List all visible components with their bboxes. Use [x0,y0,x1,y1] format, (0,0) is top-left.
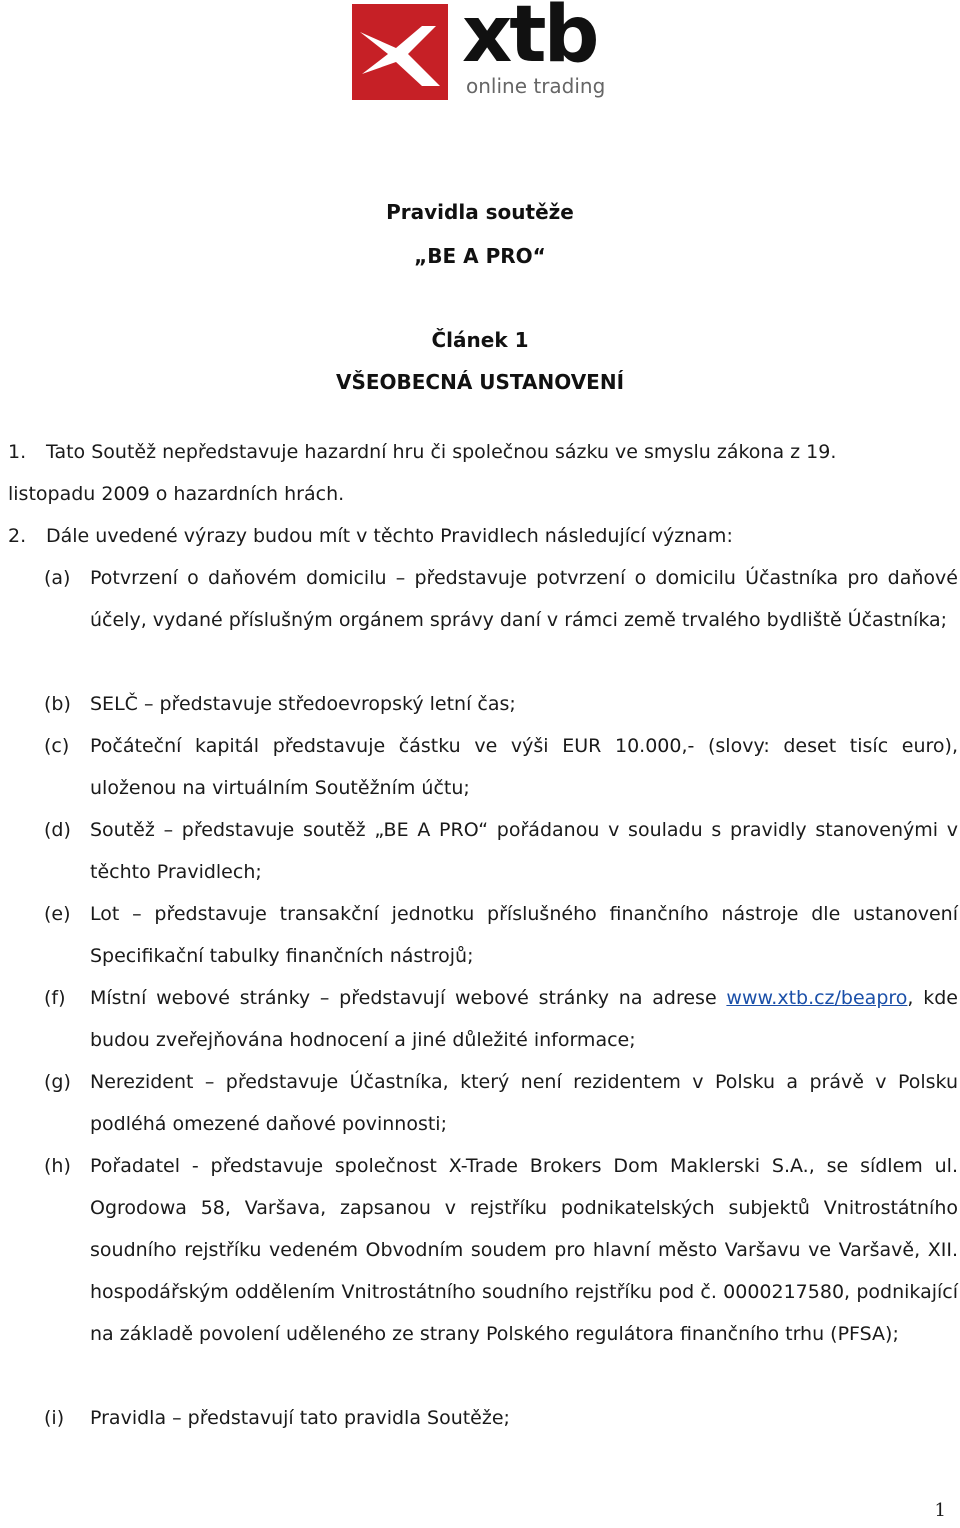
definition-label: (f) [44,987,66,1009]
document-title: Pravidla soutěže [386,200,574,224]
logo-tagline: online trading [466,74,606,98]
definition-d [44,809,958,893]
document-subtitle: „BE A PRO“ [414,244,546,268]
definition-b [44,683,958,725]
paragraph-text: Dále uvedené výrazy budou mít v těchto Pravidlech následující význam: [46,525,733,547]
article-title: VŠEOBECNÁ USTANOVENÍ [335,370,625,394]
definition-text: Lot – představuje transakční jednotku příslušného finančního nástroje dle ustanovení Specifikační tabulky finančních nástrojů; [90,903,958,967]
xtb-logo [352,0,612,100]
definition-g [44,1061,958,1145]
page-number: 1 [934,1500,946,1521]
xtb-x-mark-icon [352,4,448,100]
definition-text: Počáteční kapitál představuje částku ve výši EUR 10.000,- (slovy: deset tisíc euro), uloženou na virtuálním Soutěžním účtu; [90,735,958,799]
paragraph-1 [8,431,958,515]
paragraph-number: 1. [8,441,27,463]
logo-wordmark: xtb [462,0,597,80]
definition-label: (c) [44,735,70,757]
definition-c [44,725,958,809]
article-heading: Článek 1 [431,328,529,352]
beapro-link[interactable]: www.xtb.cz/beapro [726,987,908,1009]
definition-text: SELČ – představuje středoevropský letní čas; [90,693,516,715]
definition-text [90,977,958,1061]
definition-text-before: Místní webové stránky – představují webové stránky na adrese [90,987,727,1009]
definition-label: (h) [44,1155,71,1177]
paragraph-text: Tato Soutěž nepředstavuje hazardní hru či společnou sázku ve smyslu zákona z 19. [46,441,837,463]
definition-label: (d) [44,819,71,841]
definition-label: (e) [44,903,71,925]
definition-text: Soutěž – představuje soutěž „BE A PRO“ pořádanou v souladu s pravidly stanovenými v těchto Pravidlech; [90,819,958,883]
definition-label: (i) [44,1407,65,1429]
definition-e [44,893,958,977]
definition-text: Pravidla – představují tato pravidla Soutěže; [90,1407,510,1429]
definition-text: Potvrzení o daňovém domicilu – představuje potvrzení o domicilu Účastníka pro daňové účely, vydané příslušným orgánem správy daní v rámci země trvalého bydliště Účastníka; [90,567,958,631]
paragraph-2 [8,515,958,557]
definition-h [44,1145,958,1355]
paragraph-continuation: listopadu 2009 o hazardních hrách. [8,483,345,505]
definition-i [44,1397,958,1439]
definition-label: (a) [44,567,71,589]
definition-f [44,977,958,1061]
definition-a [44,557,958,641]
definition-text: Pořadatel - představuje společnost X-Trade Brokers Dom Maklerski S.A., se sídlem ul. Ogrodowa 58, Varšava, zapsanou v rejstříku podnikatelských subjektů Vnitrostátního soudního rejstříku vedeném Obvodním soudem pro hlavní město Varšavu ve Varšavě, XII. hospodářským oddělením Vnitrostátního soudního rejstříku pod č. 0000217580, podnikající na základě povolení uděleného ze strany Polského regulátora finančního trhu (PFSA); [90,1155,958,1345]
definition-label: (b) [44,693,71,715]
definition-text-after: , kde budou zveřejňována hodnocení a jiné důležité informace; [90,987,958,1051]
definition-label: (g) [44,1071,71,1093]
paragraph-number: 2. [8,525,27,547]
definition-text: Nerezident – představuje Účastníka, který není rezidentem v Polsku a právě v Polsku podléhá omezené daňové povinnosti; [90,1071,958,1135]
